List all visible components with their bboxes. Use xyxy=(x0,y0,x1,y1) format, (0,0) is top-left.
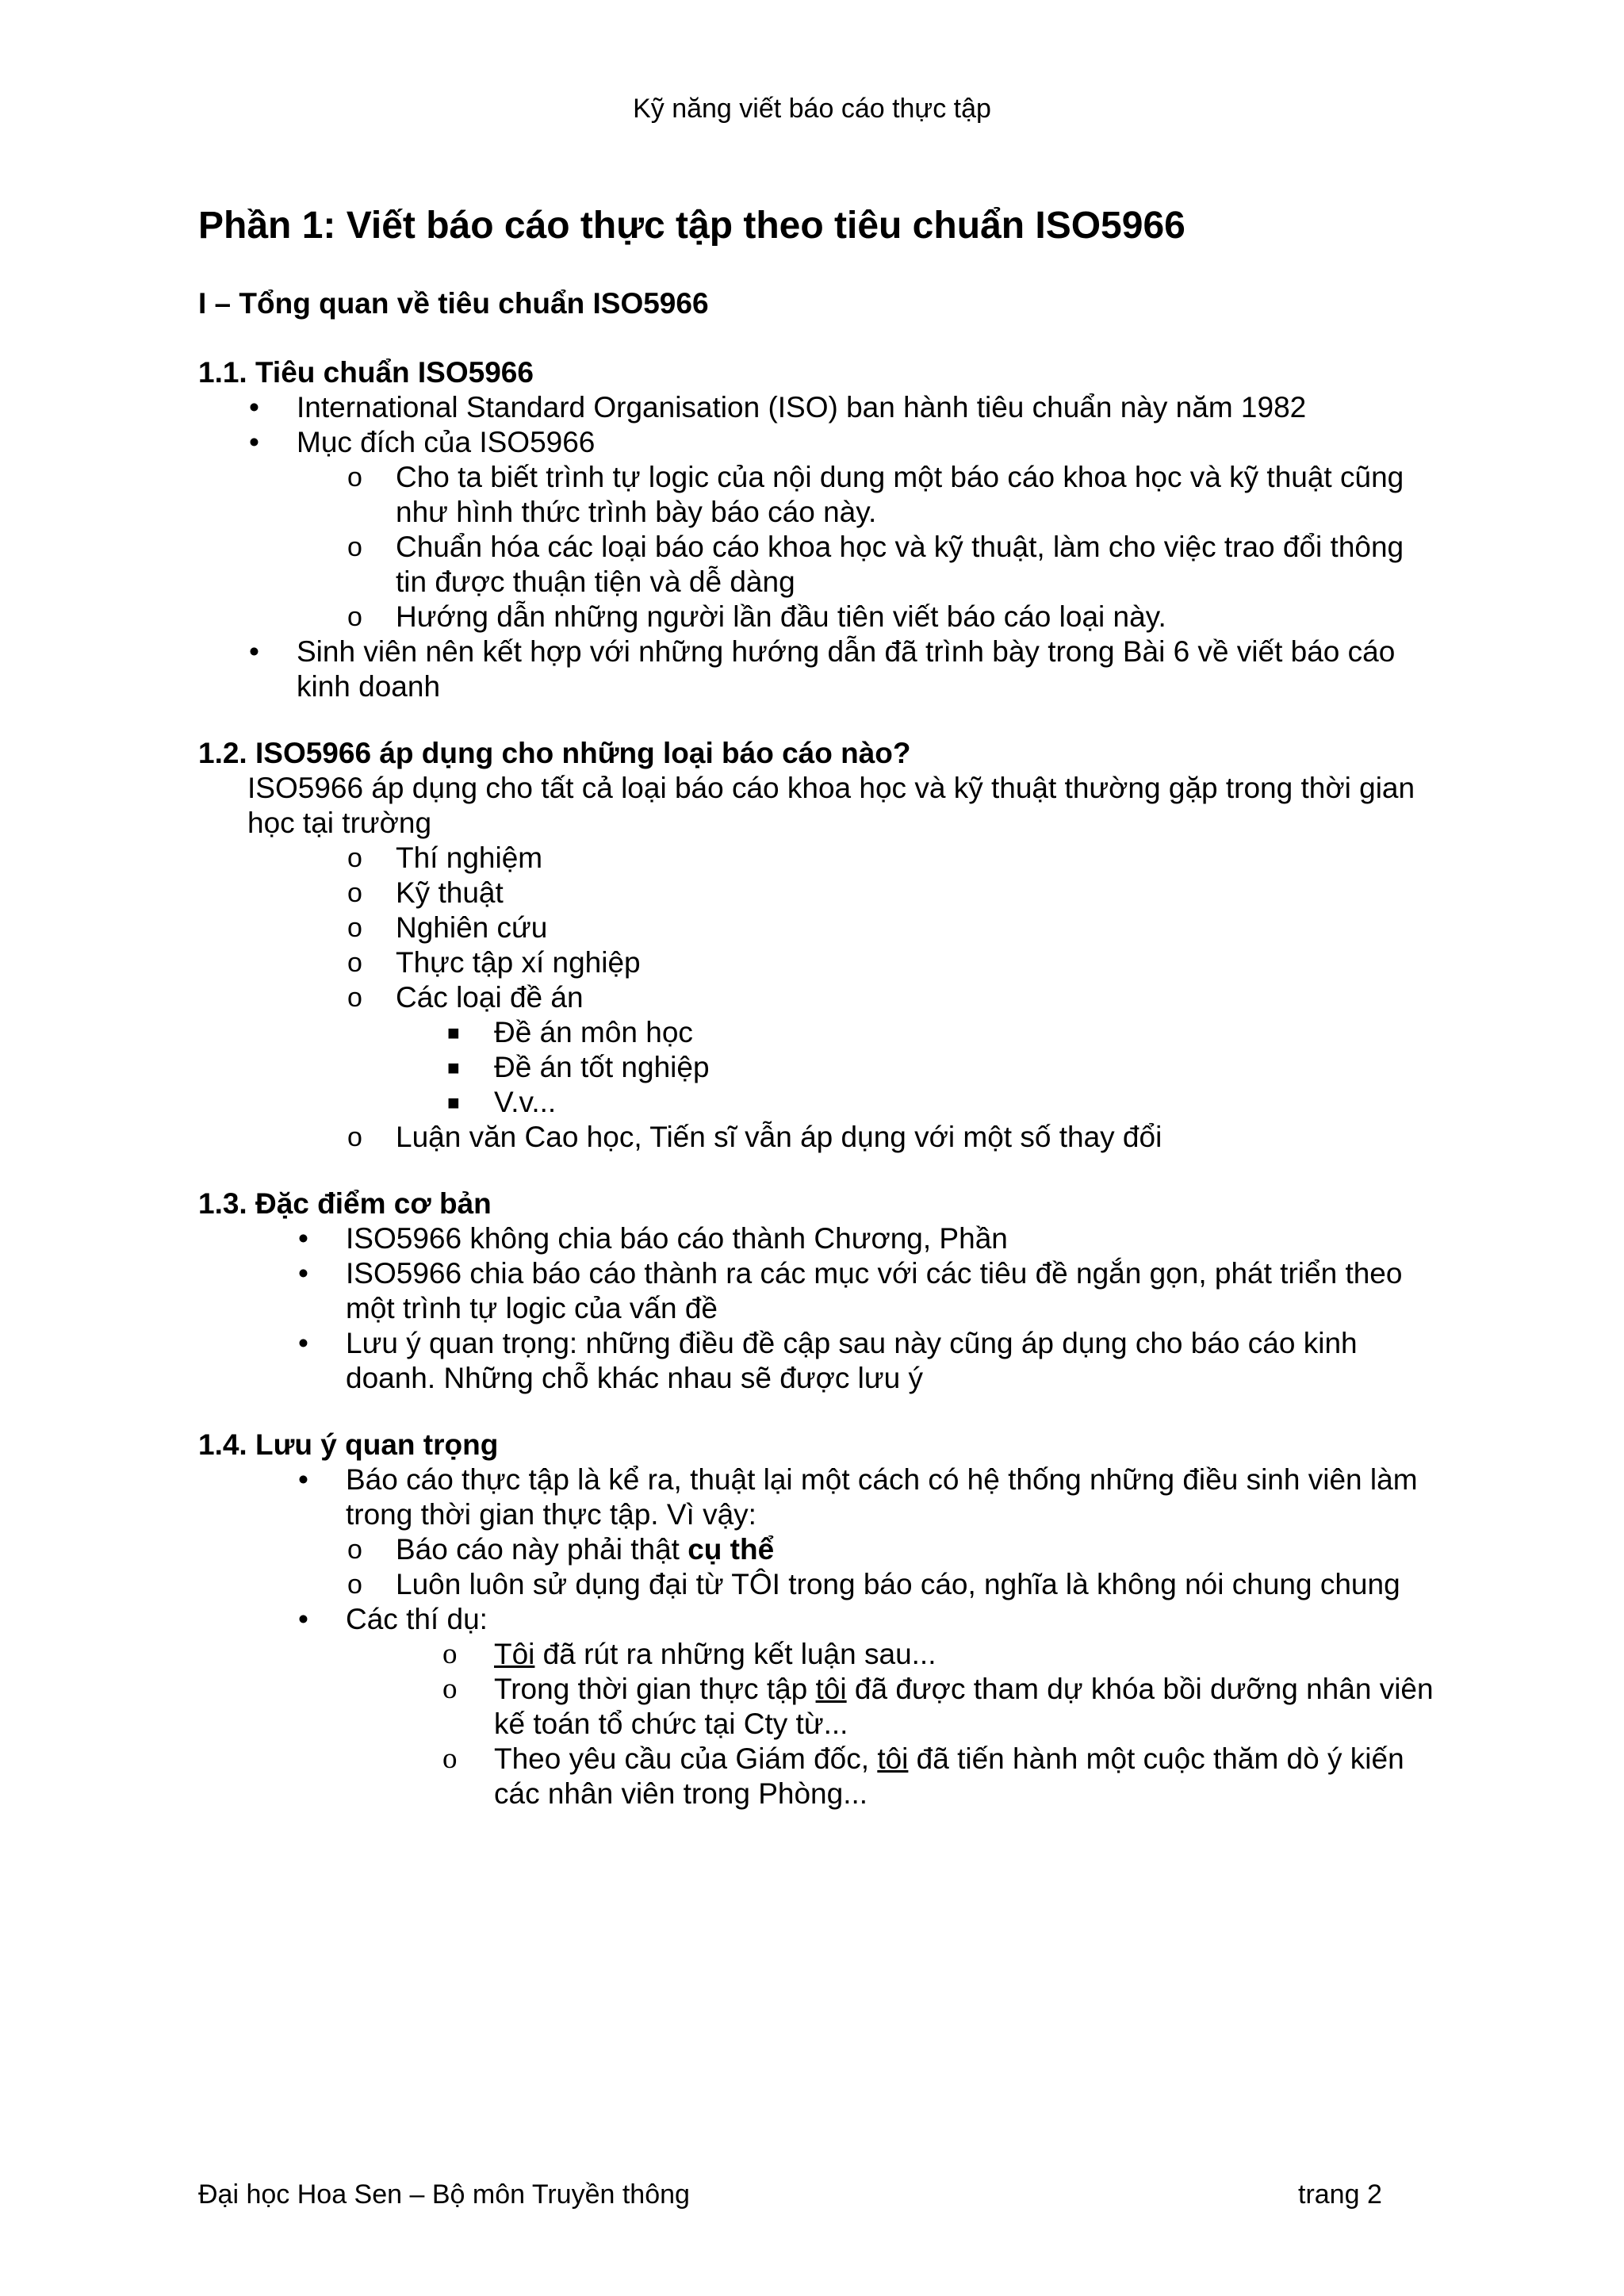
subsection-1-2-list xyxy=(198,841,1435,1155)
section-title: I – Tổng quan về tiêu chuẩn ISO5966 xyxy=(198,287,709,320)
subsection-1-1-title: 1.1. Tiêu chuẩn ISO5966 xyxy=(198,356,534,389)
bullet-icon: • xyxy=(298,1222,308,1255)
bullet-icon: • xyxy=(249,635,259,668)
emphasis-text: cụ thể xyxy=(688,1533,775,1566)
list-item: o Tôi đã rút ra những kết luận sau... xyxy=(442,1638,936,1670)
list-item: ■ Đề án tốt nghiệp xyxy=(447,1051,710,1083)
circle-bullet-icon: o xyxy=(347,948,362,978)
part-title: Phần 1: Viết báo cáo thực tập theo tiêu chuẩn ISO5966 xyxy=(198,205,1185,247)
subsection-1-4-list xyxy=(198,1462,1435,1811)
list-item: o Thí nghiệm xyxy=(347,841,543,874)
subsection-1-1-list xyxy=(198,390,1435,704)
subsection-1-4-title: 1.4. Lưu ý quan trọng xyxy=(198,1428,499,1461)
list-item: ■ Đề án môn học xyxy=(447,1016,693,1048)
list-item: • Báo cáo thực tập là kể ra, thuật lại một cách có hệ thống những điều sinh viên làm trong thời gian thực tập. Vì vậy: xyxy=(298,1463,1418,1531)
circle-bullet-icon: o xyxy=(347,1535,362,1565)
list-item: • Các thí dụ: xyxy=(298,1603,488,1635)
footer-left: Đại học Hoa Sen – Bộ môn Truyền thông xyxy=(198,2179,690,2210)
circle-bullet-icon: o xyxy=(347,602,362,632)
circle-bullet-icon: o xyxy=(442,1742,458,1775)
square-bullet-icon: ■ xyxy=(447,1056,460,1079)
square-bullet-icon: ■ xyxy=(447,1021,460,1045)
circle-bullet-icon: o xyxy=(347,913,362,943)
list-item: o Chuẩn hóa các loại báo cáo khoa học và kỹ thuật, làm cho việc trao đổi thông tin được thuận tiện và dễ dàng xyxy=(347,531,1404,598)
list-item: o Các loại đề án xyxy=(347,981,584,1014)
list-item: • International Standard Organisation (ISO) ban hành tiêu chuẩn này năm 1982 xyxy=(249,391,1307,424)
list-item: o Hướng dẫn những người lần đầu tiên viết báo cáo loại này. xyxy=(347,600,1166,633)
list-item: o Trong thời gian thực tập tôi đã được tham dự khóa bồi dưỡng nhân viên kế toán tổ chức tại Cty từ... xyxy=(442,1673,1434,1740)
subsection-1-3-list xyxy=(198,1221,1435,1396)
circle-bullet-icon: o xyxy=(347,462,362,493)
circle-bullet-icon: o xyxy=(442,1673,458,1705)
document-body xyxy=(198,190,1435,1811)
subsection-1-2-intro: ISO5966 áp dụng cho tất cả loại báo cáo khoa học và kỹ thuật thường gặp trong thời gian học tại trường xyxy=(247,772,1415,839)
list-item: o Nghiên cứu xyxy=(347,911,548,944)
bullet-icon: • xyxy=(298,1327,308,1359)
list-item: o Cho ta biết trình tự logic của nội dung một báo cáo khoa học và kỹ thuật cũng như hình thức trình bày báo cáo này. xyxy=(347,461,1404,528)
bullet-icon: • xyxy=(298,1463,308,1496)
list-item: ■ V.v... xyxy=(447,1086,557,1118)
page-header: Kỹ năng viết báo cáo thực tập xyxy=(633,94,991,124)
circle-bullet-icon: o xyxy=(347,878,362,908)
list-item: • ISO5966 chia báo cáo thành ra các mục với các tiêu đề ngắn gọn, phát triển theo một trình tự logic của vấn đề xyxy=(298,1257,1403,1324)
list-item: o Luôn luôn sử dụng đại từ TÔI trong báo cáo, nghĩa là không nói chung chung xyxy=(347,1568,1400,1600)
list-item: o Theo yêu cầu của Giám đốc, tôi đã tiến hành một cuộc thăm dò ý kiến các nhân viên trong Phòng... xyxy=(442,1742,1404,1810)
bullet-icon: • xyxy=(298,1257,308,1290)
bullet-icon: • xyxy=(249,391,259,424)
circle-bullet-icon: o xyxy=(347,1122,362,1152)
list-item: o Kỹ thuật xyxy=(347,876,504,909)
page-number: trang 2 xyxy=(1298,2179,1382,2210)
circle-bullet-icon: o xyxy=(347,983,362,1013)
square-bullet-icon: ■ xyxy=(447,1091,460,1114)
subsection-1-3-title: 1.3. Đặc điểm cơ bản xyxy=(198,1187,492,1220)
subsection-1-2-title: 1.2. ISO5966 áp dụng cho những loại báo cáo nào? xyxy=(198,737,911,769)
list-item: o Báo cáo này phải thật cụ thể xyxy=(347,1533,775,1566)
list-item: o Luận văn Cao học, Tiến sĩ vẫn áp dụng với một số thay đổi xyxy=(347,1121,1162,1153)
list-item: • Sinh viên nên kết hợp với những hướng dẫn đã trình bày trong Bài 6 về viết báo cáo kinh doanh xyxy=(249,635,1396,703)
bullet-icon: • xyxy=(249,426,259,458)
list-item: • ISO5966 không chia báo cáo thành Chương, Phần xyxy=(298,1222,1008,1255)
bullet-icon: • xyxy=(298,1603,308,1635)
circle-bullet-icon: o xyxy=(442,1638,458,1670)
list-item: o Thực tập xí nghiệp xyxy=(347,946,641,979)
circle-bullet-icon: o xyxy=(347,843,362,873)
list-item: • Mục đích của ISO5966 xyxy=(249,426,596,458)
list-item: • Lưu ý quan trọng: những điều đề cập sau này cũng áp dụng cho báo cáo kinh doanh. Những chỗ khác nhau sẽ được lưu ý xyxy=(298,1327,1358,1394)
circle-bullet-icon: o xyxy=(347,532,362,562)
circle-bullet-icon: o xyxy=(347,1570,362,1600)
